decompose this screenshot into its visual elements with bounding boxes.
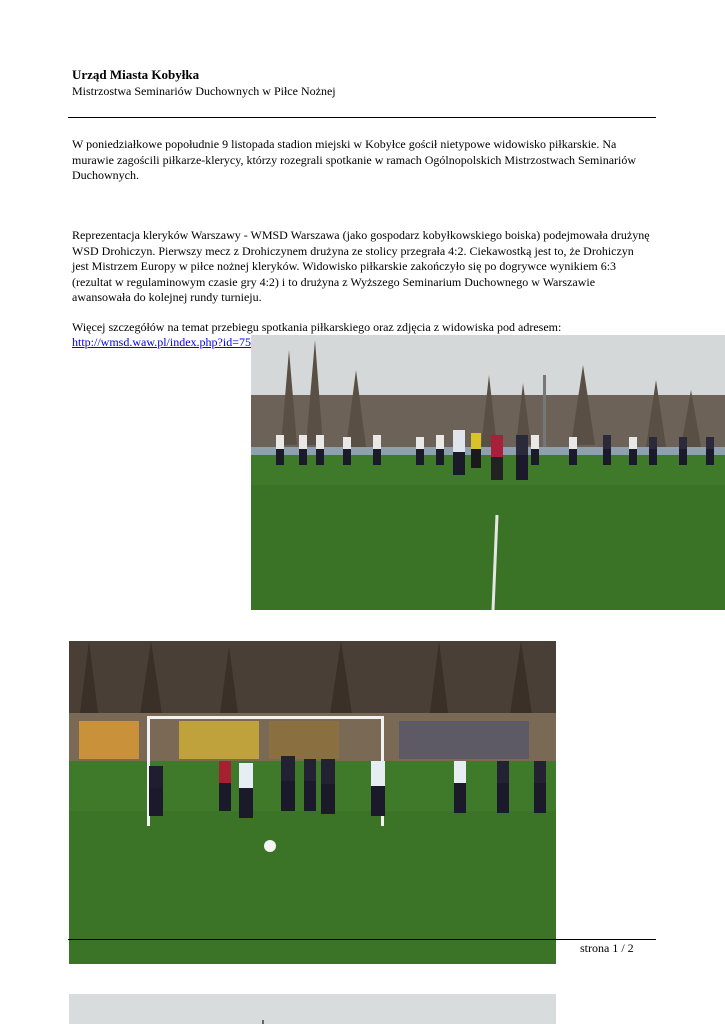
- document-subtitle: Mistrzostwa Seminariów Duchownych w Piłce Nożnej: [72, 84, 336, 98]
- footer-divider: [68, 939, 656, 940]
- photo-match-action: [69, 641, 556, 964]
- photo-teams-entering-image: [251, 335, 725, 610]
- photo-third-image: [69, 994, 556, 1024]
- paragraph-match-report: Reprezentacja kleryków Warszawy - WMSD Warszawa (jako gospodarz kobyłkowskiego boiska) podejmowała drużynę WSD Drohiczyn. Pierwszy mecz z Drohiczynem drużyna ze stolicy przegrała 4:2. Ciekawostką jest to, że Drohiczyn jest Mistrzem Europy w piłce nożnej kleryków. Widowisko piłkarskie zakończyło się po dogrywce wynikiem 6:3 (rezultat w regulaminowym czasie gry 4:2) i to drużyna z Wyższego Seminarium Duchownego w Warszawie awansowała do kolejnej rundy turnieju.: [72, 228, 650, 304]
- paragraph-more-info: Więcej szczegółów na temat przebiegu spotkania piłkarskiego oraz zdjęcia z widowiska pod adresem:: [72, 320, 562, 334]
- photo-match-action-image: [69, 641, 556, 964]
- photo-teams-entering: [251, 335, 725, 610]
- document-title: Urząd Miasta Kobyłka: [72, 67, 200, 82]
- photo-third: [69, 994, 556, 1024]
- page-number: strona 1 / 2: [580, 941, 634, 955]
- paragraph-intro: W poniedziałkowe popołudnie 9 listopada stadion miejski w Kobyłce gościł nietypowe widowisko piłkarskie. Na murawie zagościli piłkarze-klerycy, którzy rozegrali spotkanie w ramach Ogólnopolskich Mistrzostwach Seminariów Duchownych.: [72, 137, 637, 182]
- header-divider: [68, 117, 656, 118]
- details-link[interactable]: http://wmsd.waw.pl/index.php?id=75: [72, 335, 251, 349]
